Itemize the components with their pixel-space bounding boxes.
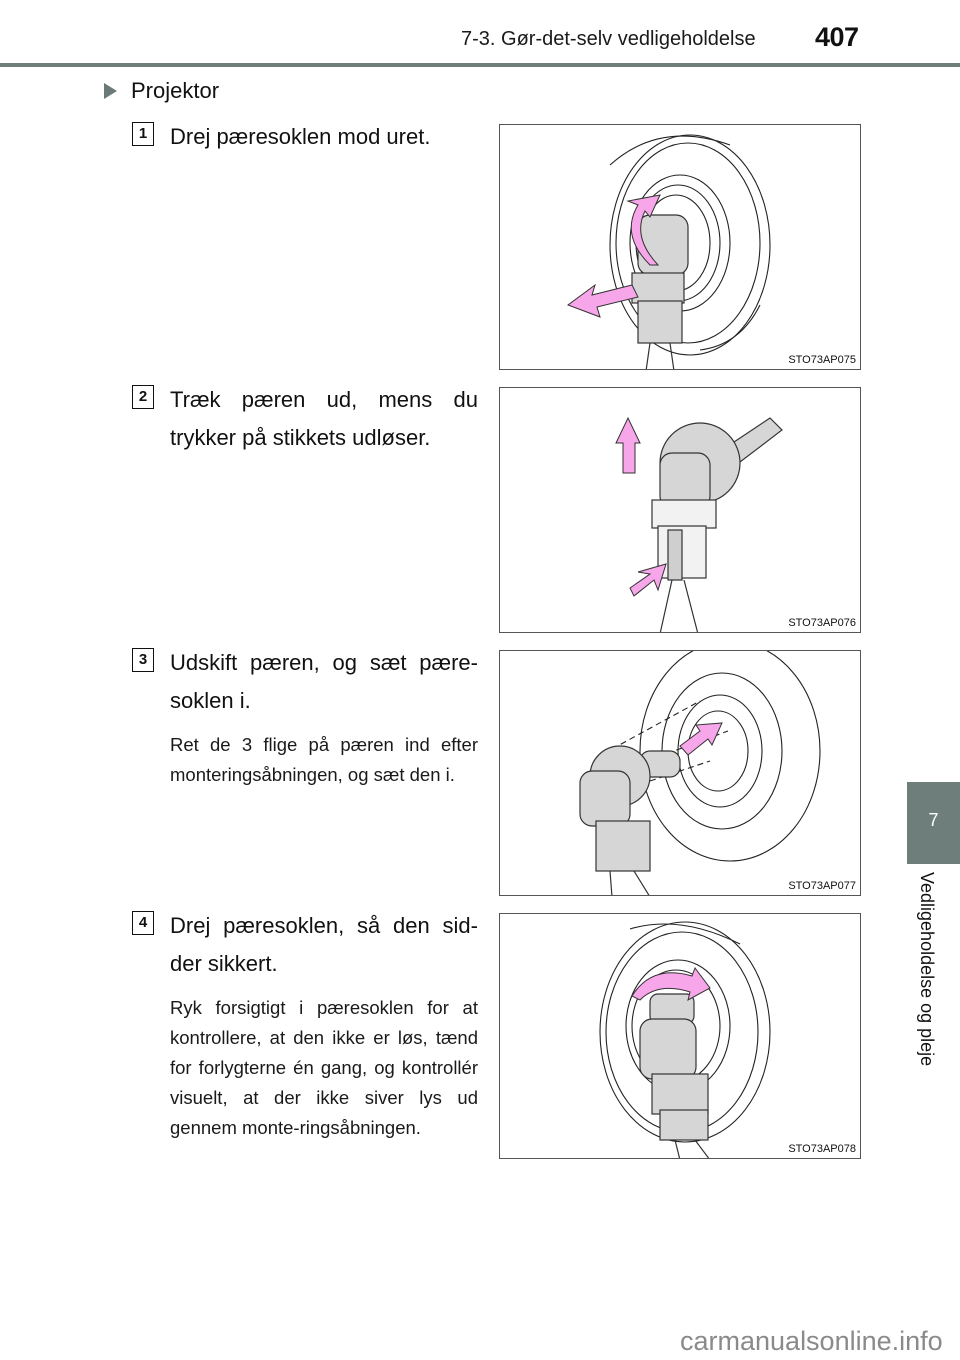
bulb-socket-rotate-ccw-illustration [500, 125, 861, 370]
figure-code: STO73AP075 [788, 354, 856, 366]
figure-code: STO73AP076 [788, 617, 856, 629]
figure-step-2 [499, 387, 861, 633]
step-4 [132, 907, 478, 1143]
page-number: 407 [815, 22, 859, 52]
header-section-title: 7-3. Gør-det-selv vedligeholdelse [461, 28, 756, 50]
chapter-tab[interactable] [907, 782, 960, 864]
figure-step-3 [499, 650, 861, 896]
step-3 [132, 644, 478, 790]
step-title: Drej pæresoklen, så den sid-der sikkert. [170, 913, 478, 976]
step-description: Ret de 3 flige på pæren ind efter monteringsåbningen, og sæt den i. [170, 734, 478, 785]
bulb-pull-out-illustration [500, 388, 861, 633]
section-heading-label: Projektor [131, 78, 220, 103]
figure-step-4 [499, 913, 861, 1159]
step-number-badge: 3 [132, 648, 154, 672]
step-title: Udskift pæren, og sæt pære-soklen i. [170, 650, 478, 713]
step-title: Drej pæresoklen mod uret. [170, 124, 431, 149]
triangle-right-icon [104, 83, 117, 99]
step-2 [132, 381, 478, 457]
chapter-label: Vedligeholdelse og pleje [917, 872, 937, 1067]
step-title: Træk pæren ud, mens du trykker på stikkets udløser. [170, 387, 478, 450]
figure-code: STO73AP077 [788, 880, 856, 892]
step-number-badge: 4 [132, 911, 154, 935]
step-number-badge: 2 [132, 385, 154, 409]
chapter-number: 7 [928, 810, 939, 830]
step-description: Ryk forsigtigt i pæresoklen for at kontrollere, at den ikke er løs, tænd for forlygterne én gang, og kontrollér visuelt, at der ikke siver lys ud gennem monte-ringsåbningen. [170, 997, 478, 1138]
bulb-insert-illustration [500, 651, 861, 896]
section-heading [104, 78, 219, 104]
step-number-badge: 1 [132, 122, 154, 146]
watermark: carmanualsonline.info [680, 1326, 943, 1356]
figure-step-1 [499, 124, 861, 370]
header-divider [0, 63, 960, 67]
figure-code: STO73AP078 [788, 1143, 856, 1155]
bulb-socket-rotate-cw-illustration [500, 914, 861, 1159]
step-1 [132, 118, 478, 156]
